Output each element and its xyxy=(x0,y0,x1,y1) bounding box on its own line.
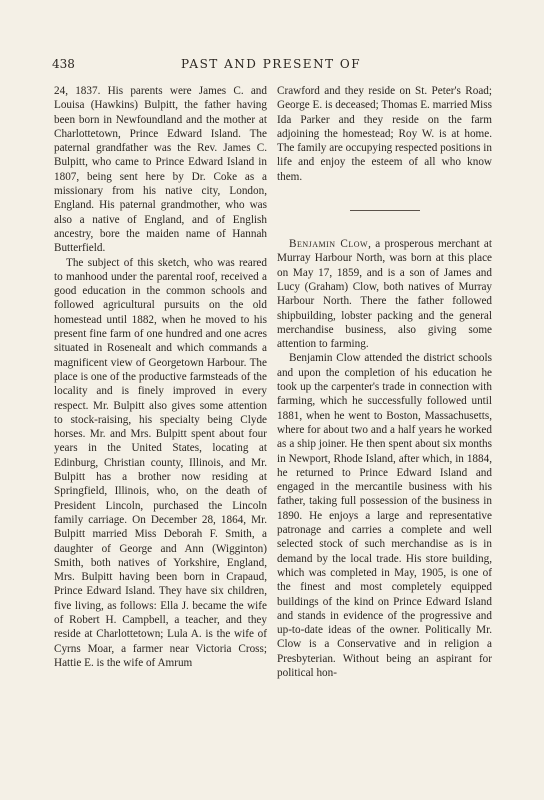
right-column xyxy=(277,84,492,680)
left-column xyxy=(54,84,267,670)
paragraph: The subject of this sketch, who was reared to manhood under the parental roof, received a good education in the common schools and followed agricultural pursuits on the old homestead until 1882, when he moved to his present fine farm of one hundred and one acres situated in Rosenealt and which commands a magnificent view of Georgetown Harbour. The place is one of the productive farmsteads of the locality and is finely improved in every respect. Mr. Bulpitt also gives some attention to stock-raising, his specialty being Clyde horses. Mr. and Mrs. Bulpitt spent about four years in the United States, locating at Edinburg, Christian county, Illinois, and Mr. Bulpitt has a brother now residing at Springfield, Illinois, who, on the death of President Lincoln, purchased the Lincoln family carriage. On December 28, 1864, Mr. Bulpitt married Miss Deborah F. Smith, a daughter of George and Ann (Wigginton) Smith, both natives of Yorkshire, England, Mrs. Bulpitt having been born in Crapaud, Prince Edward Island. They have six children, five living, as follows: Ella J. became the wife of Robert H. Campbell, a teacher, and they reside at Charlottetown; Lula A. is the wife of Cyrns Moar, a farmer near Victoria Cross; Hattie E. is the wife of Amrum xyxy=(54,256,267,669)
paragraph: 24, 1837. His parents were James C. and Louisa (Hawkins) Bulpitt, the father having been born in Newfoundland and the mother at Charlottetown, Prince Edward Island. The paternal grandfather was the Rev. James C. Bulpitt, who came to Prince Edward Island in 1807, being sent here by Dr. Coke as a missionary from his native city, London, England. His paternal grandmother, who was also a native of England, and of English ancestry, bore the maiden name of Hannah Butterfield. xyxy=(54,85,267,255)
page-number: 438 xyxy=(52,57,75,71)
paragraph-text: , a prosperous merchant at Murray Harbour North, was born at this place on May 17, 1859, and is a son of James and Lucy (Graham) Clow, both natives of Murray Harbour North. There the father followed shipbuilding, lobster packing and the general merchandise business, also giving some attention to farming. xyxy=(277,238,492,351)
page-header xyxy=(52,57,490,75)
section-divider xyxy=(350,210,420,211)
paragraph xyxy=(277,237,492,351)
paragraph: Benjamin Clow attended the district schools and upon the completion of his education he took up the carpenter's trade in connection with farming, which he successfully followed until 1881, when he went to Boston, Massachusetts, where for about two and a half years he worked as a ship joiner. He then spent about six months in Newport, Rhode Island, after which, in 1884, he returned to Prince Edward Island and engaged in the mercantile business with his father, taking full possession of the business in 1890. He enjoys a large and representative patronage and carries a complete and well selected stock of such merchandise as is in demand by the local trade. His store building, which was completed in May, 1905, is one of the finest and most completely equipped buildings of the kind on Prince Edward Island and stands in evidence of the progressive and up-to-date ideas of the owner. Politically Mr. Clow is a Conservative and in religion a Presbyterian. Without being an aspirant for political hon- xyxy=(277,352,492,679)
paragraph: Crawford and they reside on St. Peter's Road; George E. is deceased; Thomas E. married Miss Ida Parker and they reside on the farm adjoining the homestead; Roy W. is at home. The family are occupying respected positions in life and enjoy the esteem of all who know them. xyxy=(277,85,492,183)
running-title: PAST AND PRESENT OF xyxy=(180,57,362,71)
biography-name-heading: Benjamin Clow xyxy=(289,238,369,251)
